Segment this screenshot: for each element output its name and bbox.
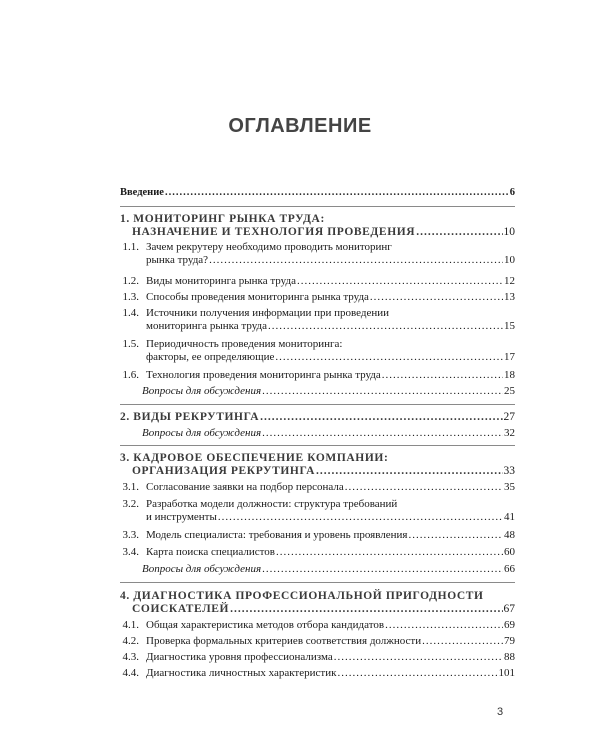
chapter-title: 1. МОНИТОРИНГ РЫНКА ТРУДА:	[120, 213, 325, 225]
section-number: 1.5.	[122, 338, 139, 350]
toc-page-number: 67	[503, 603, 515, 615]
toc-section-4-2[interactable]	[120, 635, 515, 648]
chapter-title-cont: НАЗНАЧЕНИЕ И ТЕХНОЛОГИЯ ПРОВЕДЕНИЯ	[132, 226, 416, 238]
leader-dots	[268, 320, 503, 333]
section-title-cont: факторы, ее определяющие	[146, 351, 275, 363]
toc-section-4-1[interactable]	[120, 619, 515, 632]
section-title: Источники получения информации при проведении	[146, 307, 390, 319]
section-number: 4.4.	[122, 667, 139, 679]
page-number: 3	[497, 706, 504, 718]
section-title: Модель специалиста: требования и уровень проявления	[146, 529, 408, 541]
section-title: Виды мониторинга рынка труда	[146, 275, 296, 287]
toc-page-number: 79	[504, 635, 515, 647]
toc-page-number: 69	[504, 619, 515, 631]
toc-page-number: 101	[498, 667, 515, 679]
toc-questions-2[interactable]	[120, 427, 515, 440]
toc-page-number: 12	[504, 275, 515, 287]
section-title: Диагностика уровня профессионализма	[146, 651, 333, 663]
toc-section-1-5[interactable]	[120, 338, 515, 364]
toc-chapter-3[interactable]	[120, 452, 515, 478]
toc-chapter-1[interactable]	[120, 213, 515, 239]
toc-page-number: 13	[504, 291, 515, 303]
toc-page-number: 18	[504, 369, 515, 381]
leader-dots	[408, 529, 503, 542]
leader-dots	[345, 481, 503, 494]
toc-questions-1[interactable]	[120, 385, 515, 398]
questions-title: Вопросы для обсуждения	[142, 563, 262, 575]
section-number: 3.1.	[122, 481, 139, 493]
leader-dots	[422, 635, 503, 648]
toc-page-number: 35	[504, 481, 515, 493]
section-divider	[120, 404, 515, 405]
leader-dots	[316, 465, 502, 478]
chapter-title-cont: ОРГАНИЗАЦИЯ РЕКРУТИНГА	[132, 465, 316, 477]
section-number: 1.3.	[122, 291, 139, 303]
section-number: 1.4.	[122, 307, 139, 319]
toc-section-3-3[interactable]	[120, 529, 515, 542]
leader-dots	[416, 226, 502, 239]
leader-dots	[334, 651, 503, 664]
questions-title: Вопросы для обсуждения	[142, 427, 262, 439]
toc-intro-title: Введение	[120, 187, 164, 198]
chapter-title: 4. ДИАГНОСТИКА ПРОФЕССИОНАЛЬНОЙ ПРИГОДНОСТИ	[120, 590, 484, 602]
toc-page-number: 48	[504, 529, 515, 541]
leader-dots	[165, 186, 509, 199]
toc-page-number: 88	[504, 651, 515, 663]
section-title-cont: и инструменты	[146, 511, 217, 523]
leader-dots	[297, 275, 503, 288]
section-title: Диагностика личностных характеристик	[146, 667, 337, 679]
toc-page-number: 41	[504, 511, 515, 523]
toc-section-4-4[interactable]	[120, 667, 515, 680]
toc-page-number: 10	[504, 254, 515, 266]
toc-page-number: 32	[504, 427, 515, 439]
section-title: Карта поиска специалистов	[146, 546, 275, 558]
toc-section-4-3[interactable]	[120, 651, 515, 664]
toc-section-1-1[interactable]	[120, 241, 515, 267]
leader-dots	[275, 351, 503, 364]
leader-dots	[260, 411, 502, 424]
section-number: 3.2.	[122, 498, 139, 510]
toc-questions-3[interactable]	[120, 563, 515, 576]
toc-section-3-1[interactable]	[120, 481, 515, 494]
toc-chapter-2[interactable]	[120, 411, 515, 424]
toc-page-number: 66	[504, 563, 515, 575]
leader-dots	[230, 603, 502, 616]
leader-dots	[276, 546, 503, 559]
section-number: 3.3.	[122, 529, 139, 541]
toc-page-number: 17	[504, 351, 515, 363]
leader-dots	[209, 254, 503, 267]
section-title: Разработка модели должности: структура требований	[146, 498, 398, 510]
section-title: Технология проведения мониторинга рынка труда	[146, 369, 381, 381]
section-divider	[120, 582, 515, 583]
section-divider	[120, 445, 515, 446]
chapter-title: 2. ВИДЫ РЕКРУТИНГА	[120, 411, 260, 423]
leader-dots	[382, 369, 503, 382]
section-number: 1.6.	[122, 369, 139, 381]
leader-dots	[262, 385, 503, 398]
toc-page-number: 15	[504, 320, 515, 332]
section-title-cont: рынка труда?	[146, 254, 209, 266]
page-title: ОГЛАВЛЕНИЕ	[228, 115, 372, 137]
leader-dots	[385, 619, 503, 632]
section-number: 1.1.	[122, 241, 139, 253]
section-title: Согласование заявки на подбор персонала	[146, 481, 344, 493]
section-divider	[120, 206, 515, 207]
section-title: Способы проведения мониторинга рынка труда	[146, 291, 369, 303]
leader-dots	[337, 667, 497, 680]
toc-section-3-4[interactable]	[120, 546, 515, 559]
toc-chapter-4[interactable]	[120, 590, 515, 616]
section-title: Проверка формальных критериев соответствия должности	[146, 635, 422, 647]
toc-section-3-2[interactable]	[120, 498, 515, 524]
toc-section-1-2[interactable]	[120, 275, 515, 288]
toc-page-number: 6	[509, 187, 515, 198]
leader-dots	[218, 511, 503, 524]
toc-intro[interactable]	[120, 186, 515, 199]
questions-title: Вопросы для обсуждения	[142, 385, 262, 397]
section-number: 4.1.	[122, 619, 139, 631]
toc-page-number: 33	[503, 465, 515, 477]
toc-section-1-6[interactable]	[120, 369, 515, 382]
section-number: 1.2.	[122, 275, 139, 287]
leader-dots	[262, 427, 503, 440]
section-title-cont: мониторинга рынка труда	[146, 320, 267, 332]
section-number: 4.3.	[122, 651, 139, 663]
section-number: 4.2.	[122, 635, 139, 647]
leader-dots	[262, 563, 503, 576]
section-number: 3.4.	[122, 546, 139, 558]
toc-page-number: 10	[503, 226, 515, 238]
section-title: Общая характеристика методов отбора кандидатов	[146, 619, 385, 631]
toc-page-number: 27	[503, 411, 515, 423]
section-title: Периодичность проведения мониторинга:	[146, 338, 343, 350]
leader-dots	[370, 291, 503, 304]
toc-page-number: 60	[504, 546, 515, 558]
chapter-title: 3. КАДРОВОЕ ОБЕСПЕЧЕНИЕ КОМПАНИИ:	[120, 452, 389, 464]
toc-page-number: 25	[504, 385, 515, 397]
toc-section-1-3[interactable]	[120, 291, 515, 304]
chapter-title-cont: СОИСКАТЕЛЕЙ	[132, 603, 230, 615]
section-title: Зачем рекрутеру необходимо проводить мониторинг	[146, 241, 392, 253]
toc-section-1-4[interactable]	[120, 307, 515, 333]
